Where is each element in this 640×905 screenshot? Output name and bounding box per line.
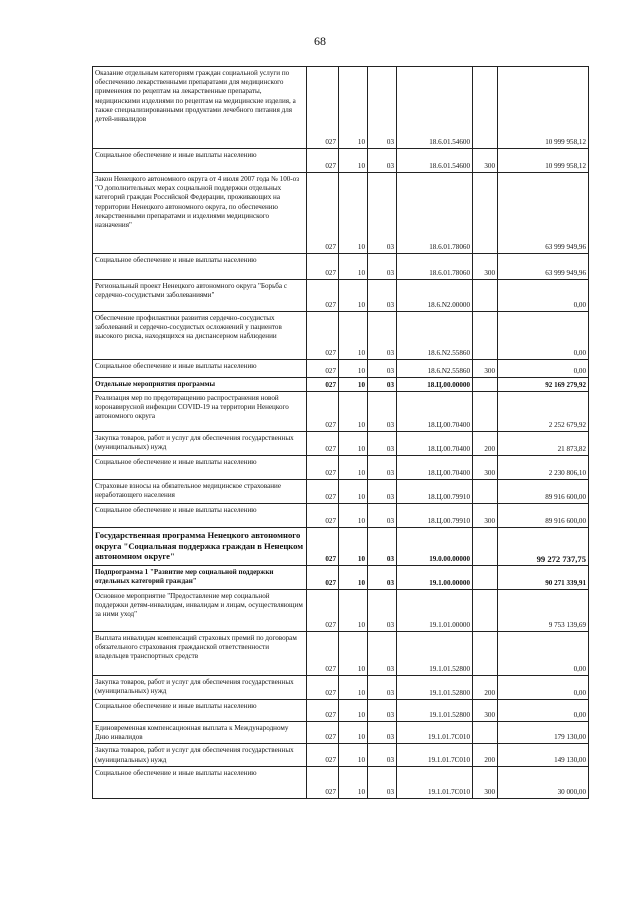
- cell-section-code: 10: [339, 173, 368, 254]
- cell-subsection-code: 03: [368, 312, 397, 360]
- cell-target-article-code: 19.1.00.00000: [397, 566, 473, 590]
- cell-expense-type-code: [473, 722, 498, 744]
- cell-admin-code: 027: [307, 360, 339, 378]
- table-row: [93, 766, 589, 798]
- cell-admin-code: 027: [307, 722, 339, 744]
- cell-amount: 92 169 279,92: [498, 378, 589, 392]
- cell-target-article-code: 18.6.01.54600: [397, 67, 473, 149]
- cell-expense-type-code: [473, 67, 498, 149]
- cell-subsection-code: 03: [368, 700, 397, 722]
- cell-target-article-code: 18.6.01.54600: [397, 149, 473, 173]
- cell-subsection-code: 03: [368, 766, 397, 798]
- cell-amount: 9 753 139,69: [498, 590, 589, 632]
- table-row: [93, 312, 589, 360]
- cell-admin-code: 027: [307, 528, 339, 566]
- cell-section-code: 10: [339, 504, 368, 528]
- table-row: [93, 67, 589, 149]
- cell-expense-type-code: 300: [473, 766, 498, 798]
- cell-subsection-code: 03: [368, 254, 397, 280]
- cell-amount: 149 130,00: [498, 744, 589, 766]
- cell-row-name: Социальное обеспечение и иные выплаты населению: [93, 149, 307, 173]
- cell-section-code: 10: [339, 722, 368, 744]
- cell-target-article-code: 19.1.01.52800: [397, 676, 473, 700]
- cell-admin-code: 027: [307, 67, 339, 149]
- table-row: [93, 432, 589, 456]
- cell-section-code: 10: [339, 700, 368, 722]
- cell-expense-type-code: [473, 280, 498, 312]
- cell-section-code: 10: [339, 280, 368, 312]
- cell-amount: 10 999 958,12: [498, 149, 589, 173]
- cell-subsection-code: 03: [368, 480, 397, 504]
- cell-subsection-code: 03: [368, 456, 397, 480]
- cell-admin-code: 027: [307, 378, 339, 392]
- cell-amount: 30 000,00: [498, 766, 589, 798]
- cell-subsection-code: 03: [368, 378, 397, 392]
- cell-target-article-code: 18.Ц.00.79910: [397, 480, 473, 504]
- cell-expense-type-code: 300: [473, 456, 498, 480]
- page-number: 68: [314, 34, 326, 48]
- table-row: [93, 632, 589, 676]
- cell-amount: 0,00: [498, 676, 589, 700]
- cell-row-name: Социальное обеспечение и иные выплаты населению: [93, 254, 307, 280]
- cell-section-code: 10: [339, 456, 368, 480]
- cell-expense-type-code: [473, 632, 498, 676]
- cell-admin-code: 027: [307, 676, 339, 700]
- table-row: [93, 173, 589, 254]
- cell-amount: 89 916 600,00: [498, 504, 589, 528]
- cell-section-code: 10: [339, 766, 368, 798]
- cell-amount: 89 916 600,00: [498, 480, 589, 504]
- cell-target-article-code: 19.1.01.00000: [397, 590, 473, 632]
- cell-row-name: Государственная программа Ненецкого автономного округа "Социальная поддержка граждан в Ненецком автономном округе": [93, 528, 307, 566]
- cell-amount: 0,00: [498, 632, 589, 676]
- cell-target-article-code: 18.6.N2.55860: [397, 360, 473, 378]
- cell-subsection-code: 03: [368, 149, 397, 173]
- cell-target-article-code: 18.6.01.78060: [397, 173, 473, 254]
- cell-expense-type-code: 300: [473, 504, 498, 528]
- cell-subsection-code: 03: [368, 173, 397, 254]
- cell-subsection-code: 03: [368, 590, 397, 632]
- cell-amount: 63 999 949,96: [498, 173, 589, 254]
- cell-subsection-code: 03: [368, 360, 397, 378]
- cell-target-article-code: 18.Ц.00.79910: [397, 504, 473, 528]
- cell-admin-code: 027: [307, 744, 339, 766]
- table-row: [93, 504, 589, 528]
- cell-row-name: Страховые взносы на обязательное медицинское страхование неработающего населения: [93, 480, 307, 504]
- cell-target-article-code: 18.Ц.00.70400: [397, 456, 473, 480]
- table-row: [93, 744, 589, 766]
- cell-amount: 179 130,00: [498, 722, 589, 744]
- cell-section-code: 10: [339, 676, 368, 700]
- cell-target-article-code: 19.1.01.7С010: [397, 744, 473, 766]
- table-row: [93, 566, 589, 590]
- cell-expense-type-code: [473, 480, 498, 504]
- cell-subsection-code: 03: [368, 722, 397, 744]
- cell-section-code: 10: [339, 149, 368, 173]
- cell-amount: 99 272 737,75: [498, 528, 589, 566]
- cell-target-article-code: 18.6.N2.55860: [397, 312, 473, 360]
- cell-subsection-code: 03: [368, 392, 397, 432]
- cell-admin-code: 027: [307, 254, 339, 280]
- cell-row-name: Подпрограмма 1 "Развитие мер социальной поддержки отдельных категорий граждан": [93, 566, 307, 590]
- table-row: [93, 456, 589, 480]
- cell-row-name: Отдельные мероприятия программы: [93, 378, 307, 392]
- cell-subsection-code: 03: [368, 504, 397, 528]
- cell-subsection-code: 03: [368, 566, 397, 590]
- cell-amount: 0,00: [498, 700, 589, 722]
- cell-amount: 0,00: [498, 360, 589, 378]
- cell-expense-type-code: 300: [473, 700, 498, 722]
- cell-expense-type-code: [473, 590, 498, 632]
- table-row: [93, 149, 589, 173]
- cell-row-name: Социальное обеспечение и иные выплаты населению: [93, 456, 307, 480]
- cell-admin-code: 027: [307, 590, 339, 632]
- cell-section-code: 10: [339, 67, 368, 149]
- table-row: [93, 360, 589, 378]
- cell-admin-code: 027: [307, 504, 339, 528]
- cell-expense-type-code: 200: [473, 744, 498, 766]
- cell-row-name: Закупка товаров, работ и услуг для обеспечения государственных (муниципальных) нужд: [93, 744, 307, 766]
- cell-amount: 10 999 958,12: [498, 67, 589, 149]
- cell-section-code: 10: [339, 632, 368, 676]
- cell-section-code: 10: [339, 360, 368, 378]
- cell-expense-type-code: 300: [473, 360, 498, 378]
- cell-row-name: Единовременная компенсационная выплата к Международному Дню инвалидов: [93, 722, 307, 744]
- cell-section-code: 10: [339, 480, 368, 504]
- cell-amount: 2 252 679,92: [498, 392, 589, 432]
- cell-section-code: 10: [339, 254, 368, 280]
- cell-target-article-code: 19.1.01.52800: [397, 632, 473, 676]
- cell-subsection-code: 03: [368, 744, 397, 766]
- cell-admin-code: 027: [307, 280, 339, 312]
- cell-expense-type-code: 300: [473, 149, 498, 173]
- table-row: [93, 254, 589, 280]
- cell-amount: 0,00: [498, 280, 589, 312]
- table-row: [93, 722, 589, 744]
- cell-target-article-code: 19.1.01.7С010: [397, 722, 473, 744]
- cell-row-name: Социальное обеспечение и иные выплаты населению: [93, 700, 307, 722]
- table-row: [93, 528, 589, 566]
- cell-admin-code: 027: [307, 149, 339, 173]
- cell-row-name: Социальное обеспечение и иные выплаты населению: [93, 360, 307, 378]
- cell-expense-type-code: [473, 528, 498, 566]
- cell-section-code: 10: [339, 744, 368, 766]
- cell-row-name: Закупка товаров, работ и услуг для обеспечения государственных (муниципальных) нужд: [93, 432, 307, 456]
- cell-target-article-code: 18.Ц.00.70400: [397, 392, 473, 432]
- cell-row-name: Закупка товаров, работ и услуг для обеспечения государственных (муниципальных) нужд: [93, 676, 307, 700]
- cell-target-article-code: 19.1.01.52800: [397, 700, 473, 722]
- cell-amount: 63 999 949,96: [498, 254, 589, 280]
- table-row: [93, 590, 589, 632]
- cell-amount: 0,00: [498, 312, 589, 360]
- cell-target-article-code: 18.6.N2.00000: [397, 280, 473, 312]
- cell-admin-code: 027: [307, 173, 339, 254]
- cell-amount: 90 271 339,91: [498, 566, 589, 590]
- cell-subsection-code: 03: [368, 676, 397, 700]
- table-row: [93, 480, 589, 504]
- cell-subsection-code: 03: [368, 67, 397, 149]
- cell-subsection-code: 03: [368, 632, 397, 676]
- cell-admin-code: 027: [307, 456, 339, 480]
- cell-amount: 21 873,82: [498, 432, 589, 456]
- cell-section-code: 10: [339, 432, 368, 456]
- cell-amount: 2 230 806,10: [498, 456, 589, 480]
- cell-row-name: Социальное обеспечение и иные выплаты населению: [93, 766, 307, 798]
- table-row: [93, 700, 589, 722]
- cell-target-article-code: 18.6.01.78060: [397, 254, 473, 280]
- cell-expense-type-code: [473, 566, 498, 590]
- cell-admin-code: 027: [307, 766, 339, 798]
- table-row: [93, 280, 589, 312]
- cell-expense-type-code: [473, 173, 498, 254]
- cell-target-article-code: 19.0.00.00000: [397, 528, 473, 566]
- cell-section-code: 10: [339, 392, 368, 432]
- cell-expense-type-code: 200: [473, 676, 498, 700]
- cell-target-article-code: 18.Ц.00.00000: [397, 378, 473, 392]
- cell-admin-code: 027: [307, 566, 339, 590]
- table-row: [93, 378, 589, 392]
- cell-expense-type-code: 200: [473, 432, 498, 456]
- cell-row-name: Закон Ненецкого автономного округа от 4 июля 2007 года № 100-оз "О дополнительных мерах социальной поддержки отдельных категорий граждан Российской Федерации, проживающих на территории Ненецкого автономного округа, по обеспечению лекарственными препаратами и изделиями медицинского назначения": [93, 173, 307, 254]
- cell-subsection-code: 03: [368, 432, 397, 456]
- cell-admin-code: 027: [307, 700, 339, 722]
- table-row: [93, 676, 589, 700]
- cell-section-code: 10: [339, 312, 368, 360]
- cell-row-name: Основное мероприятие "Предоставление мер социальной поддержки детям-инвалидам, инвалидам и лицам, осуществляющим за ними уход": [93, 590, 307, 632]
- cell-section-code: 10: [339, 590, 368, 632]
- cell-section-code: 10: [339, 378, 368, 392]
- cell-subsection-code: 03: [368, 280, 397, 312]
- cell-expense-type-code: [473, 378, 498, 392]
- cell-expense-type-code: [473, 312, 498, 360]
- cell-admin-code: 027: [307, 432, 339, 456]
- cell-row-name: Оказание отдельным категориям граждан социальной услуги по обеспечению лекарственными препаратами для медицинского применения по рецептам на лекарственные препараты, медицинскими изделиями по рецептам на медицинские изделия, а также специализированными продуктами лечебного питания для детей-инвалидов: [93, 67, 307, 149]
- cell-admin-code: 027: [307, 312, 339, 360]
- cell-row-name: Региональный проект Ненецкого автономного округа "Борьба с сердечно-сосудистыми заболеваниями": [93, 280, 307, 312]
- cell-section-code: 10: [339, 528, 368, 566]
- cell-admin-code: 027: [307, 392, 339, 432]
- cell-subsection-code: 03: [368, 528, 397, 566]
- cell-admin-code: 027: [307, 632, 339, 676]
- cell-target-article-code: 19.1.01.7С010: [397, 766, 473, 798]
- budget-table: [92, 66, 589, 799]
- cell-admin-code: 027: [307, 480, 339, 504]
- cell-section-code: 10: [339, 566, 368, 590]
- cell-row-name: Обеспечение профилактики развития сердечно-сосудистых заболеваний и сердечно-сосудистых осложнений у пациентов высокого риска, находящихся на диспансерном наблюдении: [93, 312, 307, 360]
- table-row: [93, 392, 589, 432]
- cell-target-article-code: 18.Ц.00.70400: [397, 432, 473, 456]
- cell-expense-type-code: [473, 392, 498, 432]
- cell-expense-type-code: 300: [473, 254, 498, 280]
- cell-row-name: Выплата инвалидам компенсаций страховых премий по договорам обязательного страхования гражданской ответственности владельцев транспортных средств: [93, 632, 307, 676]
- cell-row-name: Реализация мер по предотвращению распространения новой коронавирусной инфекции COVID-19 на территории Ненецкого автономного округа: [93, 392, 307, 432]
- cell-row-name: Социальное обеспечение и иные выплаты населению: [93, 504, 307, 528]
- table-body: [93, 67, 589, 799]
